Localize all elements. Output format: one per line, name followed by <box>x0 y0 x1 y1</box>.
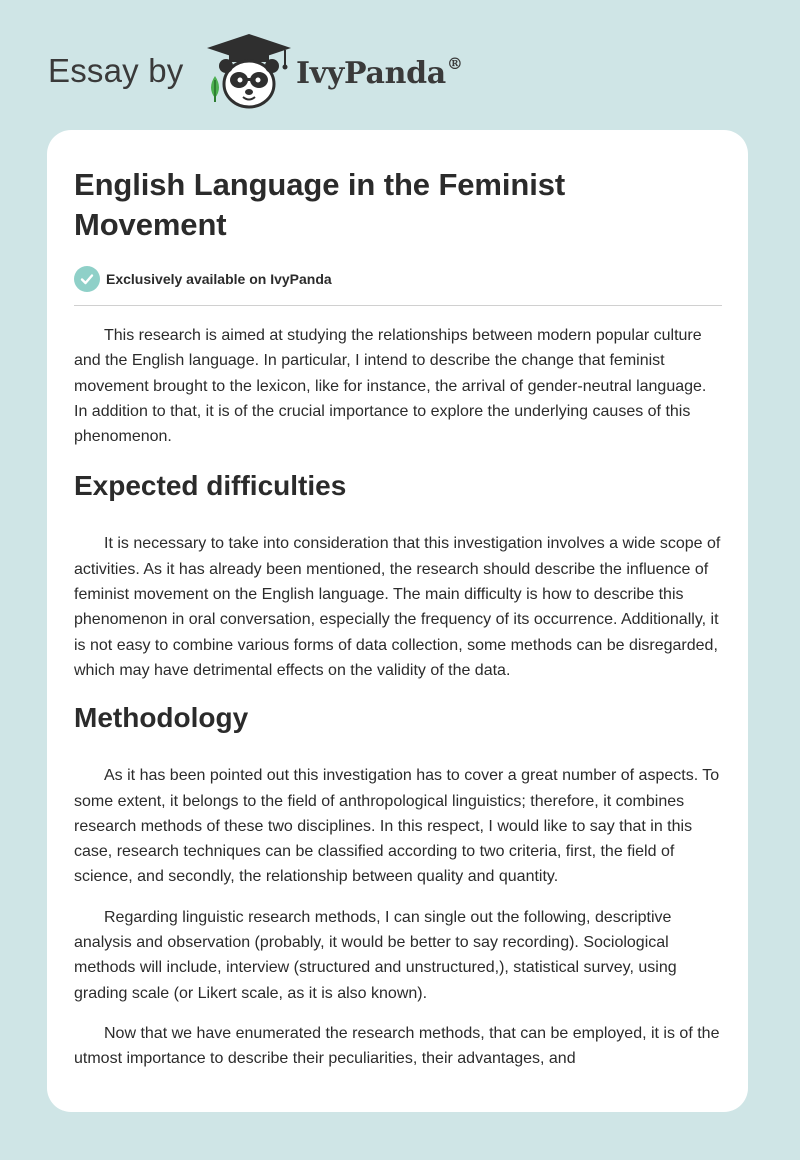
registered-mark: ® <box>446 54 463 73</box>
essay-by-label: Essay by <box>48 52 184 89</box>
essay-card <box>47 130 748 1112</box>
section-heading-methodology: Methodology <box>74 702 249 734</box>
ivypanda-logo-icon[interactable] <box>203 32 295 112</box>
check-icon <box>74 266 100 292</box>
section-heading-expected-difficulties: Expected difficulties <box>74 470 347 502</box>
paragraph-methodology-3: Now that we have enumerated the research methods, that can be employed, it is of the utmost importance to describe their peculiarities, their advantages, and <box>74 1024 720 1068</box>
divider <box>74 305 722 306</box>
site-header <box>48 30 548 112</box>
brand-name[interactable]: IvyPanda® <box>296 54 463 91</box>
essay-title: English Language in the Feminist Movement <box>74 167 566 242</box>
exclusive-label: Exclusively available on IvyPanda <box>106 271 332 287</box>
intro-paragraph: This research is aimed at studying the relationships between modern popular culture and the English language. In particular, I intend to describe the change that feminist movement brought to the lexicon, like for instance, the arrival of gender-neutral language. In addition to that, it is of the crucial importance to explore the underlying causes of this phenomenon. <box>74 327 707 446</box>
exclusive-badge <box>74 265 724 293</box>
paragraph-methodology-1: As it has been pointed out this investigation has to cover a great number of aspects. To some extent, it belongs to the field of anthropological linguistics; therefore, it combines research methods of these two disciplines. In this respect, I would like to say that in this case, research techniques can be classified according to two criteria, first, the field of science, and secondly, the relationship between quality and quantity. <box>74 767 720 886</box>
paragraph-methodology-2: Regarding linguistic research methods, I can single out the following, descriptive analysis and observation (probably, it would be better to say recording). Sociological methods will include, interview (structured and unstructured,), statistical survey, using grading scale (or Likert scale, as it is also known). <box>74 908 677 1002</box>
paragraph-expected-difficulties: It is necessary to take into consideration that this investigation involves a wide scope of activities. As it has already been mentioned, the research should describe the influence of feminist movement on the English language. The main difficulty is how to describe this phenomenon in oral conversation, especially the frequency of its occurrence. Additionally, it is not easy to combine various forms of data collection, some methods can be disregarded, which may have detrimental effects on the validity of the data. <box>74 535 721 679</box>
